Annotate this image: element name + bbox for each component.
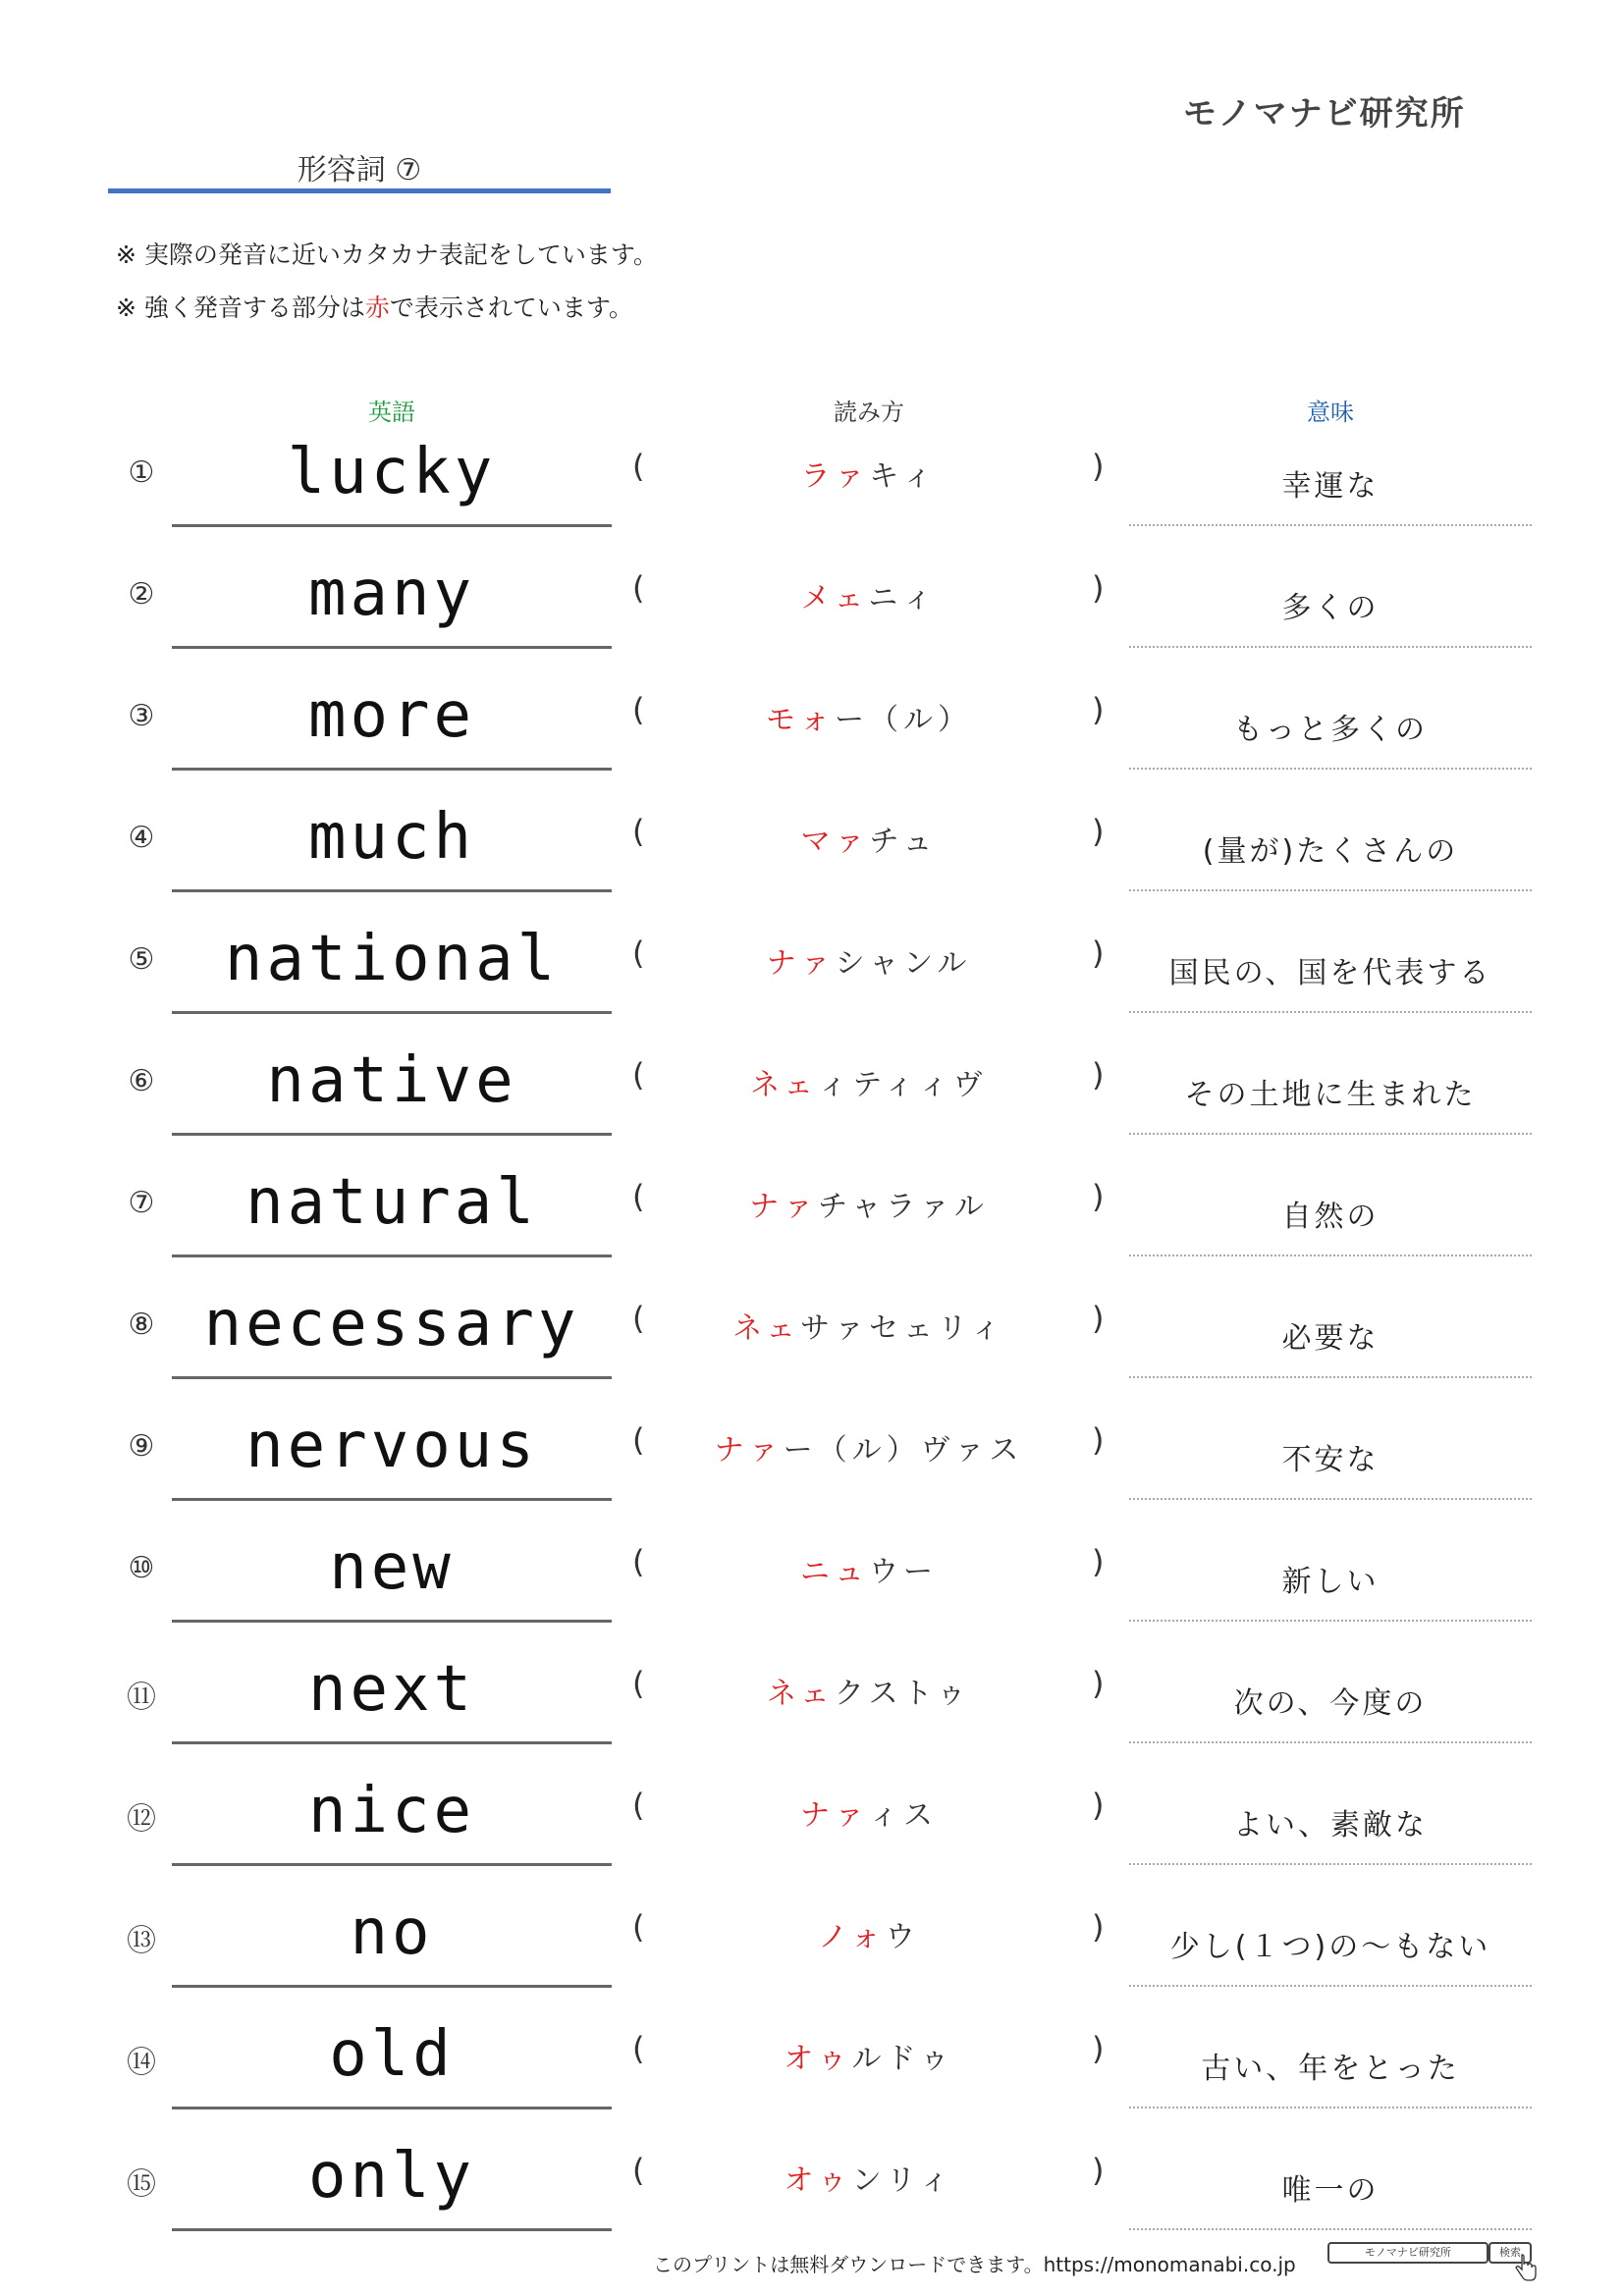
- reading-stress: ニュ: [800, 1555, 869, 1589]
- paren-close: ): [1092, 1056, 1105, 1094]
- japanese-meaning: 国民の、国を代表する: [1168, 956, 1492, 990]
- paren-open: (: [632, 1787, 645, 1824]
- vocab-row: [0, 917, 1624, 1039]
- vocab-row: [0, 1039, 1624, 1160]
- reading-rest: ニィ: [868, 581, 938, 615]
- reading-stress: ナァ: [800, 1798, 869, 1833]
- english-word: many: [307, 558, 476, 630]
- japanese-meaning: 新しい: [1281, 1565, 1380, 1599]
- japanese-meaning: もっと多くの: [1233, 713, 1428, 747]
- paren-open: (: [632, 1056, 645, 1094]
- katakana-reading: [668, 1547, 1070, 1590]
- row-number: ②: [128, 577, 155, 612]
- english-word: natural: [245, 1166, 538, 1239]
- meaning-underline: [1129, 1133, 1532, 1135]
- reading-rest: ウ: [885, 1920, 920, 1954]
- page-title: 形容詞 ⑦: [297, 153, 422, 187]
- paren-open: (: [632, 2030, 645, 2067]
- word-underline: [172, 2228, 612, 2231]
- title-underline: [108, 188, 611, 193]
- note-red-text: 赤: [364, 294, 390, 322]
- japanese-meaning: 多くの: [1281, 591, 1380, 625]
- katakana-reading: [668, 1060, 1070, 1103]
- reading-stress: ネェ: [732, 1311, 800, 1346]
- english-word: nice: [307, 1775, 476, 1847]
- english-word: native: [266, 1044, 517, 1117]
- vocab-row: [0, 552, 1624, 673]
- header-english: 英語: [368, 399, 415, 426]
- word-underline: [172, 1376, 612, 1379]
- katakana-reading: [668, 938, 1070, 982]
- paren-open: (: [632, 1300, 645, 1337]
- reading-rest: ルドゥ: [851, 2042, 954, 2076]
- row-number: ⑩: [128, 1551, 155, 1585]
- row-number: ③: [128, 699, 155, 733]
- row-number: ⑤: [128, 942, 155, 977]
- reading-rest: ー（ル）ヴァス: [783, 1433, 1024, 1468]
- meaning-underline: [1129, 768, 1532, 770]
- paren-close: ): [1092, 1665, 1105, 1702]
- word-underline: [172, 1863, 612, 1866]
- meaning-underline: [1129, 1863, 1532, 1865]
- reading-stress: オゥ: [784, 2163, 852, 2198]
- meaning-underline: [1129, 1376, 1532, 1378]
- vocab-row: [0, 1769, 1624, 1891]
- meaning-underline: [1129, 646, 1532, 648]
- english-word: no: [350, 1896, 434, 1969]
- english-word: next: [307, 1653, 476, 1726]
- paren-close: ): [1092, 934, 1105, 972]
- japanese-meaning: 次の、今度の: [1233, 1686, 1428, 1721]
- word-underline: [172, 1498, 612, 1501]
- reading-rest: ィス: [869, 1798, 938, 1833]
- meaning-underline: [1129, 1011, 1532, 1013]
- katakana-reading: [668, 1912, 1070, 1955]
- vocab-row: [0, 1404, 1624, 1525]
- paren-close: ): [1092, 1178, 1105, 1215]
- vocab-row: [0, 673, 1624, 795]
- word-underline: [172, 1255, 612, 1257]
- paren-open: (: [632, 1178, 645, 1215]
- word-underline: [172, 646, 612, 649]
- word-underline: [172, 1011, 612, 1014]
- word-underline: [172, 1741, 612, 1744]
- row-number: ①: [128, 455, 155, 490]
- reading-stress: ラァ: [800, 459, 870, 494]
- katakana-reading: [668, 1425, 1070, 1468]
- reading-rest: チュ: [869, 825, 938, 859]
- word-underline: [172, 1133, 612, 1136]
- meaning-underline: [1129, 1985, 1532, 1987]
- word-underline: [172, 889, 612, 892]
- katakana-reading: [668, 452, 1070, 495]
- reading-stress: モォ: [766, 703, 835, 737]
- meaning-underline: [1129, 1255, 1532, 1256]
- reading-rest: クストゥ: [834, 1677, 971, 1711]
- paren-close: ): [1092, 2030, 1105, 2067]
- reading-stress: マァ: [800, 825, 870, 859]
- paren-close: ): [1092, 1543, 1105, 1580]
- note-1: [116, 236, 658, 271]
- english-word: nervous: [245, 1410, 538, 1482]
- hand-cursor-icon: [1514, 2254, 1538, 2283]
- row-number: ⑭: [127, 2046, 156, 2080]
- paren-open: (: [632, 1908, 645, 1946]
- reading-stress: メェ: [800, 581, 869, 615]
- katakana-reading: [668, 817, 1070, 860]
- row-number: ⑪: [127, 1681, 156, 1715]
- reading-rest: ー（ル）: [835, 703, 972, 737]
- footer-search-box: モノマナビ研究所: [1327, 2242, 1489, 2264]
- word-underline: [172, 768, 612, 771]
- reading-rest: ンリィ: [851, 2163, 954, 2198]
- katakana-reading: [668, 2034, 1070, 2077]
- reading-rest: シャンル: [835, 946, 972, 981]
- japanese-meaning: 幸運な: [1281, 469, 1380, 504]
- meaning-underline: [1129, 889, 1532, 891]
- row-number: ⑦: [128, 1186, 155, 1220]
- row-number: ⑮: [127, 2167, 156, 2202]
- note-text-suffix: で表示されています。: [389, 294, 633, 322]
- reading-rest: サァセェリィ: [800, 1311, 1005, 1346]
- paren-close: ): [1092, 448, 1105, 485]
- english-word: much: [307, 801, 476, 874]
- reading-stress: ネェ: [750, 1068, 819, 1102]
- vocab-row: [0, 2012, 1624, 2134]
- word-underline: [172, 524, 612, 527]
- meaning-underline: [1129, 1498, 1532, 1500]
- katakana-reading: [668, 1304, 1070, 1347]
- japanese-meaning: (量が)たくさんの: [1202, 834, 1459, 869]
- footer-text: このプリントは無料ダウンロードできます。https://monomanabi.co.jp: [653, 2253, 1296, 2276]
- katakana-reading: [668, 1790, 1070, 1834]
- japanese-meaning: その土地に生まれた: [1184, 1078, 1477, 1112]
- row-number: ④: [128, 821, 155, 855]
- katakana-reading: [668, 1182, 1070, 1225]
- row-number: ⑧: [128, 1308, 155, 1342]
- paren-open: (: [632, 934, 645, 972]
- paren-close: ): [1092, 813, 1105, 850]
- vocab-row: [0, 1891, 1624, 2012]
- paren-open: (: [632, 1665, 645, 1702]
- english-word: only: [307, 2140, 476, 2213]
- paren-open: (: [632, 1421, 645, 1459]
- reading-rest: キィ: [869, 459, 938, 494]
- note-2: [116, 289, 633, 324]
- brand-logo: モノマナビ研究所: [1183, 94, 1466, 133]
- word-underline: [172, 2107, 612, 2109]
- katakana-reading: [668, 1669, 1070, 1712]
- word-underline: [172, 1985, 612, 1988]
- row-number: ⑬: [127, 1924, 156, 1958]
- japanese-meaning: 古い、年をとった: [1201, 2052, 1460, 2086]
- paren-open: (: [632, 813, 645, 850]
- word-underline: [172, 1620, 612, 1623]
- japanese-meaning: 唯一の: [1281, 2173, 1380, 2208]
- english-word: more: [307, 679, 476, 752]
- paren-close: ): [1092, 1300, 1105, 1337]
- footer-search-button: 検索: [1489, 2242, 1532, 2264]
- paren-close: ): [1092, 569, 1105, 607]
- japanese-meaning: 自然の: [1281, 1200, 1380, 1234]
- paren-open: (: [632, 1543, 645, 1580]
- english-word: necessary: [203, 1288, 580, 1361]
- vocab-row: [0, 430, 1624, 552]
- katakana-reading: [668, 573, 1070, 616]
- vocab-row: [0, 1647, 1624, 1769]
- paren-close: ): [1092, 1908, 1105, 1946]
- meaning-underline: [1129, 2107, 1532, 2109]
- vocab-row: [0, 1282, 1624, 1404]
- note-text: ※ 強く発音する部分は: [116, 294, 365, 322]
- row-number: ⑥: [128, 1064, 155, 1098]
- katakana-reading: [668, 2156, 1070, 2199]
- english-word: national: [224, 923, 560, 995]
- english-word: old: [329, 2018, 455, 2091]
- paren-open: (: [632, 569, 645, 607]
- vocab-row: [0, 2134, 1624, 2256]
- japanese-meaning: 不安な: [1281, 1443, 1380, 1477]
- japanese-meaning: 少し(１つ)の～もない: [1169, 1930, 1491, 1964]
- reading-stress: ネェ: [767, 1677, 835, 1711]
- paren-close: ): [1092, 2152, 1105, 2189]
- reading-stress: ナァ: [714, 1433, 784, 1468]
- meaning-underline: [1129, 1620, 1532, 1622]
- english-word: new: [329, 1531, 455, 1604]
- row-number: ⑨: [128, 1429, 155, 1464]
- meaning-underline: [1129, 2228, 1532, 2230]
- vocab-row: [0, 1160, 1624, 1282]
- katakana-reading: [668, 695, 1070, 738]
- paren-open: (: [632, 691, 645, 728]
- header-meaning: 意味: [1307, 399, 1354, 426]
- note-text: ※ 実際の発音に近いカタカナ表記をしています。: [116, 240, 658, 269]
- paren-close: ): [1092, 1421, 1105, 1459]
- japanese-meaning: 必要な: [1281, 1321, 1380, 1356]
- reading-stress: ナァ: [766, 946, 836, 981]
- paren-close: ): [1092, 691, 1105, 728]
- reading-rest: ウー: [869, 1555, 938, 1589]
- reading-rest: チャラァル: [818, 1190, 989, 1224]
- reading-stress: ノォ: [818, 1920, 886, 1954]
- paren-open: (: [632, 2152, 645, 2189]
- row-number: ⑫: [127, 1802, 156, 1837]
- japanese-meaning: よい、素敵な: [1233, 1808, 1428, 1842]
- vocab-row: [0, 1525, 1624, 1647]
- meaning-underline: [1129, 524, 1532, 526]
- meaning-underline: [1129, 1741, 1532, 1743]
- header-reading: 読み方: [834, 399, 904, 426]
- vocab-row: [0, 795, 1624, 917]
- english-word: lucky: [287, 436, 497, 508]
- reading-rest: ィティィヴ: [818, 1068, 988, 1102]
- reading-stress: ナァ: [749, 1190, 819, 1224]
- paren-close: ): [1092, 1787, 1105, 1824]
- reading-stress: オゥ: [784, 2042, 852, 2076]
- paren-open: (: [632, 448, 645, 485]
